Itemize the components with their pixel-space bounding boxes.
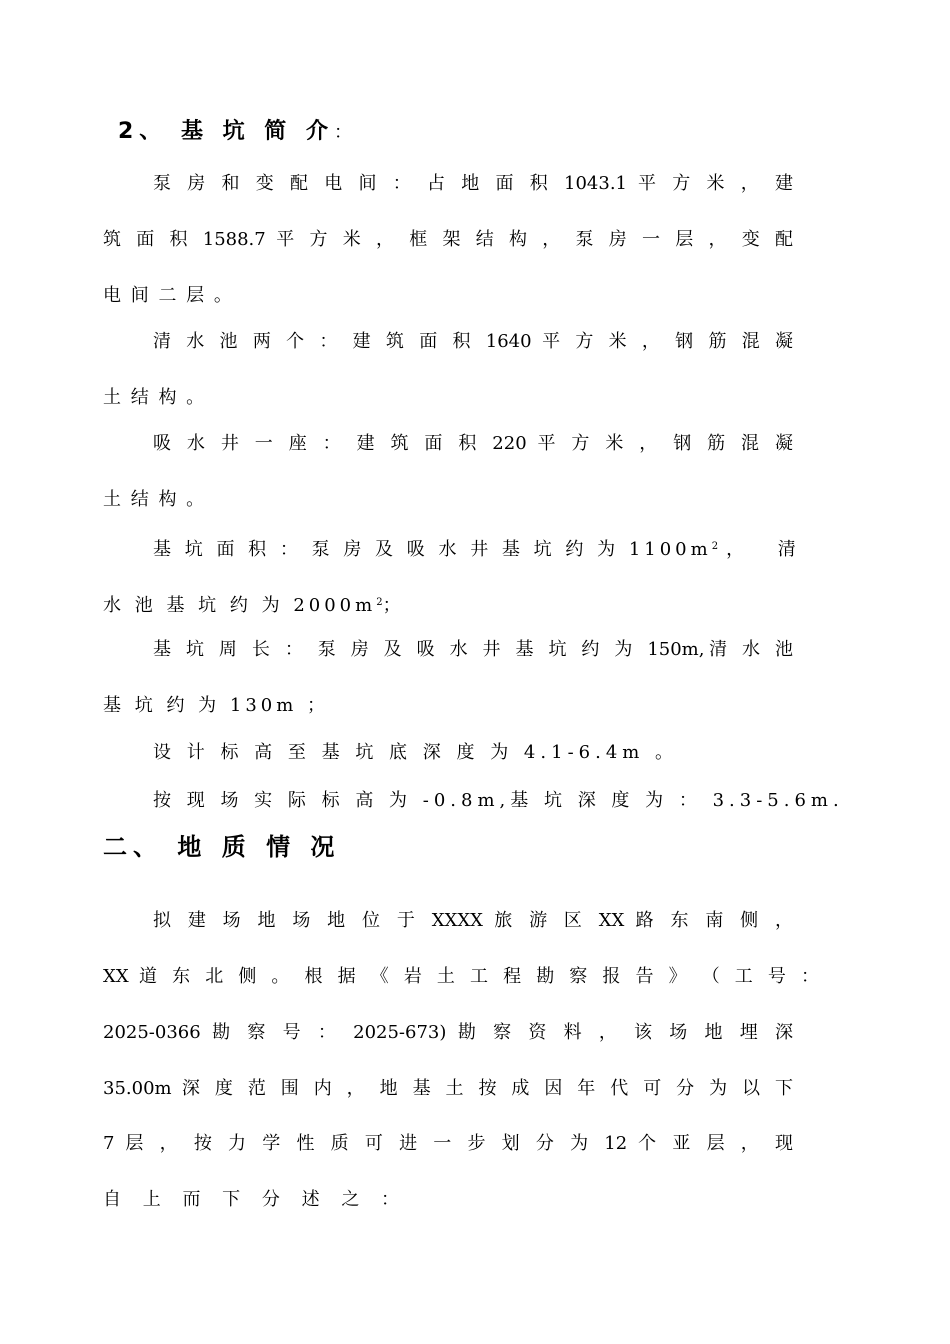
paragraph-line: 土 结 构 。 xyxy=(103,387,207,408)
paragraph-line-pit-area-2 xyxy=(103,591,793,618)
paragraph-line: 设 计 标 高 至 基 坑 底 深 度 为 4.1-6.4m 。 xyxy=(153,742,679,763)
heading-text: 基 坑 简 介 xyxy=(180,119,334,144)
paragraph-line: 土 结 构 。 xyxy=(103,489,207,510)
pit-area-tail: ， 清 xyxy=(726,539,810,560)
heading-number: 2、 xyxy=(118,119,168,144)
paragraph-line: 吸 水 井 一 座 ： 建 筑 面 积 220 平 方 米 ， 钢 筋 混 凝 xyxy=(153,433,793,454)
heading-colon: ： xyxy=(333,122,358,143)
superscript: 2 xyxy=(711,541,719,552)
paragraph-line: 35.00m 深 度 范 围 内 ， 地 基 土 按 成 因 年 代 可 分 为 以 下 xyxy=(103,1078,793,1099)
superscript: 2 xyxy=(376,597,383,608)
paragraph-line: 2025-0366 勘 察 号 ： 2025-673) 勘 察 资 料 ， 该 场 地 埋 深 xyxy=(103,1022,793,1043)
paragraph-line: 自 上 而 下 分 述 之 ： xyxy=(103,1189,408,1210)
section-heading-geology: 二、 地 质 情 况 xyxy=(103,833,341,861)
paragraph-line-pit-area xyxy=(153,535,810,562)
paragraph-line: 基 坑 约 为 130m ； xyxy=(103,695,330,716)
paragraph-line: 清 水 池 两 个 ： 建 筑 面 积 1640 平 方 米 ， 钢 筋 混 凝 xyxy=(153,331,793,352)
section-heading-foundation-pit xyxy=(118,120,808,145)
paragraph-line: XX 道 东 北 侧 。 根 据 《 岩 土 工 程 勘 察 报 告 》 （ 工 号 ： xyxy=(103,966,819,987)
pit-area-text-2: 水 池 基 坑 约 为 2000m xyxy=(103,595,377,616)
paragraph-line: 筑 面 积 1588.7 平 方 米 ， 框 架 结 构 ， 泵 房 一 层 ， 变 配 xyxy=(103,229,793,250)
paragraph-line: 7 层 ， 按 力 学 性 质 可 进 一 步 划 分 为 12 个 亚 层 ， 现 xyxy=(103,1133,793,1154)
paragraph-line: 拟 建 场 地 场 地 位 于 XXXX 旅 游 区 XX 路 东 南 侧 ， xyxy=(153,910,793,931)
paragraph-line: 基 坑 周 长 ： 泵 房 及 吸 水 井 基 坑 约 为 150m,清 水 池 xyxy=(153,639,793,660)
paragraph-line: 按 现 场 实 际 标 高 为 -0.8m,基 坑 深 度 为 ： 3.3-5.6m. xyxy=(153,790,844,811)
semicolon: ； xyxy=(382,595,405,616)
paragraph-line: 泵 房 和 变 配 电 间 ： 占 地 面 积 1043.1 平 方 米 ， 建 xyxy=(153,173,793,194)
pit-area-text: 基 坑 面 积 ： 泵 房 及 吸 水 井 基 坑 约 为 1100m xyxy=(153,539,712,560)
paragraph-line: 电 间 二 层 。 xyxy=(103,285,234,306)
